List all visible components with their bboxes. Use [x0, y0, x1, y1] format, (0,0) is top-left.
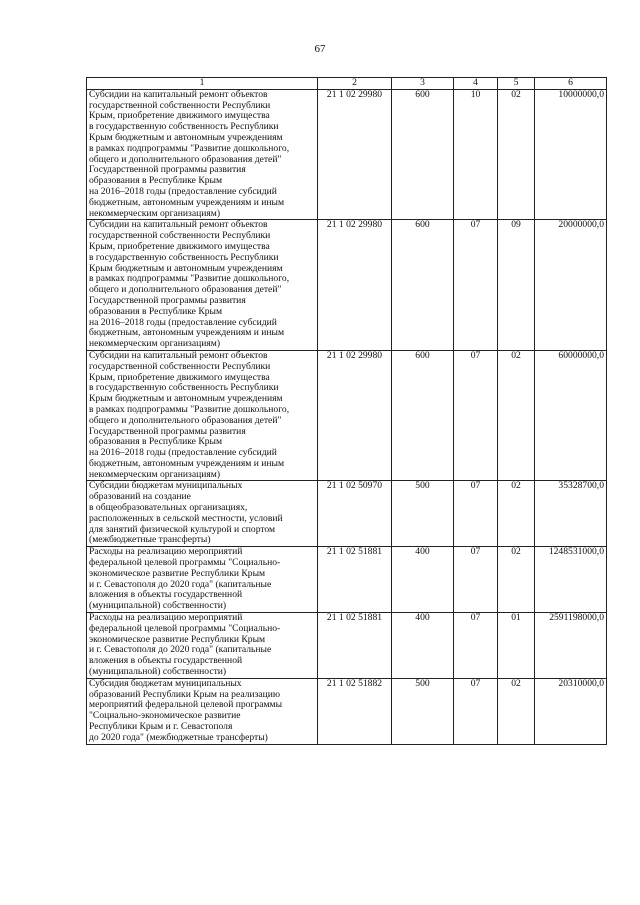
row-section: 07: [454, 481, 498, 547]
row-subsection: 02: [498, 350, 535, 481]
row-amount: 2591198000,0: [535, 613, 607, 679]
row-description: Субсидии на капитальный ремонт объектов государственной собственности Республики Крым, приобретение движимого имущества в государственную собственность Республики Крым бюджетным и автономным учреждениям в рамках подпрограммы "Развитие дошкольного, общего и дополнительного образования детей" Государственной программы развития образования в Республике Крым на 2016–2018 годы (предоставление субсидий бюджетным, автономным учреждениям и иным некоммерческим организациям): [87, 89, 318, 220]
row-expense-type: 400: [392, 547, 454, 613]
page-number: 67: [314, 43, 326, 55]
row-amount: 60000000,0: [535, 350, 607, 481]
row-section: 07: [454, 678, 498, 744]
row-subsection: 02: [498, 89, 535, 220]
row-description: Расходы на реализацию мероприятий федеральной целевой программы "Социально- экономическое развитие Республики Крым и г. Севастополя до 2020 года" (капитальные вложения в объекты государственной (муниципальной) собственности): [87, 613, 318, 679]
row-section: 07: [454, 547, 498, 613]
row-description: Расходы на реализацию мероприятий федеральной целевой программы "Социально- экономическое развитие Республики Крым и г. Севастополя до 2020 года" (капитальные вложения в объекты государственной (муниципальной) собственности): [87, 547, 318, 613]
row-expense-type: 600: [392, 350, 454, 481]
row-subsection: 02: [498, 678, 535, 744]
column-header-2: 2: [318, 78, 392, 90]
row-amount: 20000000,0: [535, 220, 607, 351]
row-expense-type: 600: [392, 89, 454, 220]
row-target-code: 21 1 02 29980: [318, 220, 392, 351]
row-amount: 10000000,0: [535, 89, 607, 220]
row-section: 07: [454, 220, 498, 351]
column-header-6: 6: [535, 78, 607, 90]
table-row: [87, 678, 607, 744]
row-section: 07: [454, 613, 498, 679]
row-target-code: 21 1 02 51881: [318, 547, 392, 613]
column-header-4: 4: [454, 78, 498, 90]
table-row: [87, 89, 607, 220]
row-target-code: 21 1 02 51881: [318, 613, 392, 679]
header-row: [87, 78, 607, 90]
row-description: Субсидии бюджетам муниципальных образований на создание в общеобразовательных организациях, расположенных в сельской местности, условий для занятий физической культурой и спортом (межбюджетные трансферты): [87, 481, 318, 547]
row-subsection: 09: [498, 220, 535, 351]
row-subsection: 02: [498, 481, 535, 547]
table-row: [87, 481, 607, 547]
table-row: [87, 220, 607, 351]
row-amount: 20310000,0: [535, 678, 607, 744]
table-row: [87, 547, 607, 613]
row-description: Субсидия бюджетам муниципальных образований Республики Крым на реализацию мероприятий федеральной целевой программы "Социально-экономическое развитие Республики Крым и г. Севастополя до 2020 года" (межбюджетные трансферты): [87, 678, 318, 744]
row-target-code: 21 1 02 29980: [318, 89, 392, 220]
row-expense-type: 500: [392, 481, 454, 547]
row-target-code: 21 1 02 29980: [318, 350, 392, 481]
row-expense-type: 500: [392, 678, 454, 744]
column-header-1: 1: [87, 78, 318, 90]
column-header-5: 5: [498, 78, 535, 90]
budget-table: [86, 77, 607, 745]
row-description: Субсидии на капитальный ремонт объектов государственной собственности Республики Крым, приобретение движимого имущества в государственную собственность Республики Крым бюджетным и автономным учреждениям в рамках подпрограммы "Развитие дошкольного, общего и дополнительного образования детей" Государственной программы развития образования в Республике Крым на 2016–2018 годы (предоставление субсидий бюджетным, автономным учреждениям и иным некоммерческим организациям): [87, 350, 318, 481]
row-section: 10: [454, 89, 498, 220]
row-amount: 1248531000,0: [535, 547, 607, 613]
row-amount: 35328700,0: [535, 481, 607, 547]
column-header-3: 3: [392, 78, 454, 90]
row-section: 07: [454, 350, 498, 481]
row-target-code: 21 1 02 50970: [318, 481, 392, 547]
table-row: [87, 350, 607, 481]
row-description: Субсидии на капитальный ремонт объектов государственной собственности Республики Крым, приобретение движимого имущества в государственную собственность Республики Крым бюджетным и автономным учреждениям в рамках подпрограммы "Развитие дошкольного, общего и дополнительного образования детей" Государственной программы развития образования в Республике Крым на 2016–2018 годы (предоставление субсидий бюджетным, автономным учреждениям и иным некоммерческим организациям): [87, 220, 318, 351]
row-subsection: 02: [498, 547, 535, 613]
row-expense-type: 600: [392, 220, 454, 351]
row-subsection: 01: [498, 613, 535, 679]
row-expense-type: 400: [392, 613, 454, 679]
table-row: [87, 613, 607, 679]
row-target-code: 21 1 02 51882: [318, 678, 392, 744]
